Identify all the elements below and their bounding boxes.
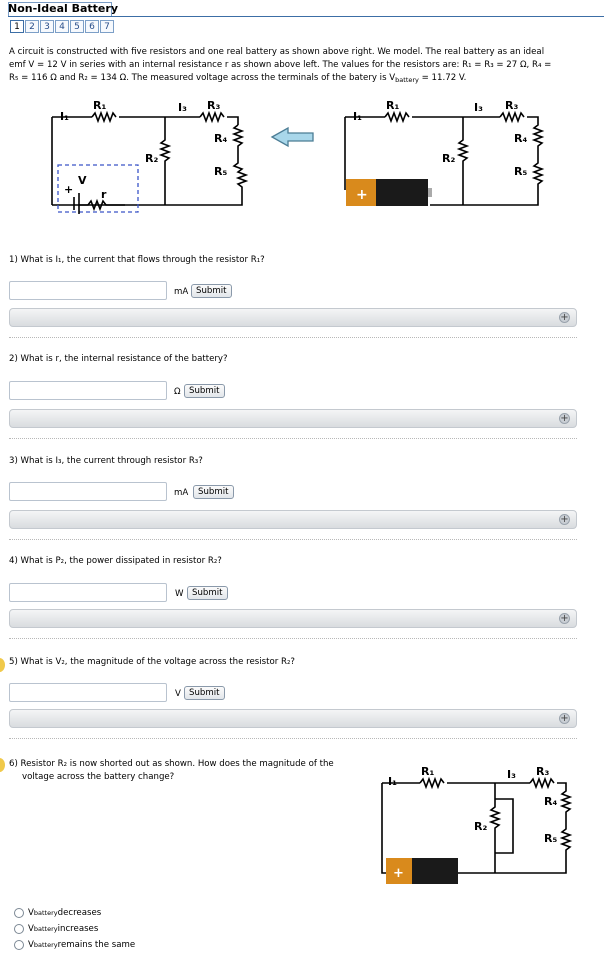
part-tabs [10, 20, 115, 33]
question-6-line-1: 6) Resistor R₂ is now shorted out as shown. How does the magnitude of the [9, 759, 334, 769]
shorted-circuit-diagram [370, 755, 604, 885]
answer-input-5[interactable] [9, 683, 167, 702]
submit-button-2[interactable]: Submit [184, 384, 225, 398]
question-1-text: 1) What is I₁, the current that flows through the resistor R₁? [9, 255, 265, 265]
expand-plus-icon[interactable]: + [560, 713, 569, 724]
right-r4-label: R₄ [514, 132, 528, 145]
expand-plus-icon[interactable]: + [560, 613, 569, 624]
hint-bar-5[interactable] [9, 709, 577, 728]
shorted-r3-label: R₃ [536, 765, 550, 778]
left-r1-label: R₁ [93, 99, 107, 112]
unit-2: Ω [174, 387, 181, 397]
question-marker-5 [0, 658, 5, 672]
left-r5-label: R₅ [214, 165, 228, 178]
tab-3[interactable]: 3 [40, 20, 54, 33]
left-r-label: r [101, 188, 107, 201]
intro-line-3: R₅ = 116 Ω and R₂ = 134 Ω. The measured voltage across the terminals of the batery is $V_{battery} = 11.72$ V. [9, 73, 467, 84]
left-r4-zigzag [234, 125, 242, 155]
submit-button-4[interactable]: Submit [187, 586, 228, 600]
right-i1-label: I₁ [353, 110, 362, 123]
submit-button-5[interactable]: Submit [184, 686, 225, 700]
right-plus-label: + [356, 187, 368, 203]
question-6-line-2: voltage across the battery change? [22, 772, 175, 782]
shorted-plus-label: + [393, 866, 404, 881]
intro-line-2: emf V = 12 V in series with an internal resistance r as shown above left. The values for the resistors are: R₁ = R₃ = 27 Ω, R₄ = [9, 60, 552, 70]
question-5-text: 5) What is V₂, the magnitude of the voltage across the resistor R₂? [9, 657, 295, 667]
shorted-battery-body [412, 858, 458, 884]
tab-6[interactable]: 6 [85, 20, 99, 33]
battery-body [376, 179, 428, 206]
answer-input-2[interactable] [9, 381, 167, 400]
right-r1-label: R₁ [386, 99, 400, 112]
unit-1: mA [174, 287, 189, 297]
hint-bar-2[interactable] [9, 409, 577, 428]
title-rule [8, 16, 604, 17]
tab-2[interactable]: 2 [25, 20, 39, 33]
separator-4 [9, 638, 577, 639]
radio-increases[interactable] [14, 924, 24, 934]
submit-button-3[interactable]: Submit [193, 485, 234, 499]
hint-bar-3[interactable] [9, 510, 577, 529]
left-i3-label: I₃ [178, 101, 187, 114]
separator-5 [9, 738, 577, 739]
left-r4-label: R₄ [214, 132, 228, 145]
answer-input-1[interactable] [9, 281, 167, 300]
submit-button-1[interactable]: Submit [191, 284, 232, 298]
question-2-text: 2) What is r, the internal resistance of the battery? [9, 354, 228, 364]
unit-4: W [175, 589, 184, 599]
unit-3: mA [174, 488, 189, 498]
tab-5[interactable]: 5 [70, 20, 84, 33]
circuit-diagrams [0, 95, 604, 225]
page-title: Non-Ideal Battery [8, 2, 118, 15]
question-4-text: 4) What is P₂, the power dissipated in resistor R₂? [9, 556, 222, 566]
expand-plus-icon[interactable]: + [560, 514, 569, 525]
shorted-r5-label: R₅ [544, 832, 558, 845]
intro-line-1: A circuit is constructed with five resistors and one real battery as shown above right. We model. The real battery as an ideal [9, 47, 545, 57]
tab-1[interactable]: 1 [10, 20, 24, 33]
left-r3-zigzag [200, 113, 224, 121]
separator-2 [9, 438, 577, 439]
right-r5-label: R₅ [514, 165, 528, 178]
option-remains-same[interactable]: V battery remains the same [14, 940, 135, 950]
radio-remains-same[interactable] [14, 940, 24, 950]
option-decreases[interactable]: V battery decreases [14, 908, 101, 918]
left-r2-label: R₂ [145, 152, 159, 165]
right-i3-label: I₃ [474, 101, 483, 114]
shorted-i3-label: I₃ [507, 768, 516, 781]
left-r2-zigzag [161, 117, 169, 205]
question-6-text [9, 758, 334, 784]
right-r2-label: R₂ [442, 152, 456, 165]
unit-5: V [175, 689, 181, 699]
question-3-text: 3) What is I₃, the current through resistor R₃? [9, 456, 203, 466]
right-r3-label: R₃ [505, 99, 519, 112]
problem-statement [9, 46, 579, 87]
left-r3-label: R₃ [207, 99, 221, 112]
separator-1 [9, 337, 577, 338]
question-marker-6 [0, 758, 5, 772]
shorted-i1-label: I₁ [388, 775, 397, 788]
hint-bar-1[interactable] [9, 308, 577, 327]
left-r1-zigzag [92, 113, 116, 121]
tab-4[interactable]: 4 [55, 20, 69, 33]
left-arrow-icon [272, 128, 313, 146]
shorted-r2-label: R₂ [474, 820, 488, 833]
radio-decreases[interactable] [14, 908, 24, 918]
expand-plus-icon[interactable]: + [560, 413, 569, 424]
expand-plus-icon[interactable]: + [560, 312, 569, 323]
shorted-r4-label: R₄ [544, 795, 558, 808]
hint-bar-4[interactable] [9, 609, 577, 628]
tab-7[interactable]: 7 [100, 20, 114, 33]
option-increases[interactable]: V battery increases [14, 924, 98, 934]
left-plus-label: + [64, 183, 74, 196]
left-v-label: V [78, 174, 87, 187]
answer-input-3[interactable] [9, 482, 167, 501]
shorted-r1-label: R₁ [421, 765, 435, 778]
left-i1-label: I₁ [60, 110, 69, 123]
separator-3 [9, 539, 577, 540]
answer-input-4[interactable] [9, 583, 167, 602]
